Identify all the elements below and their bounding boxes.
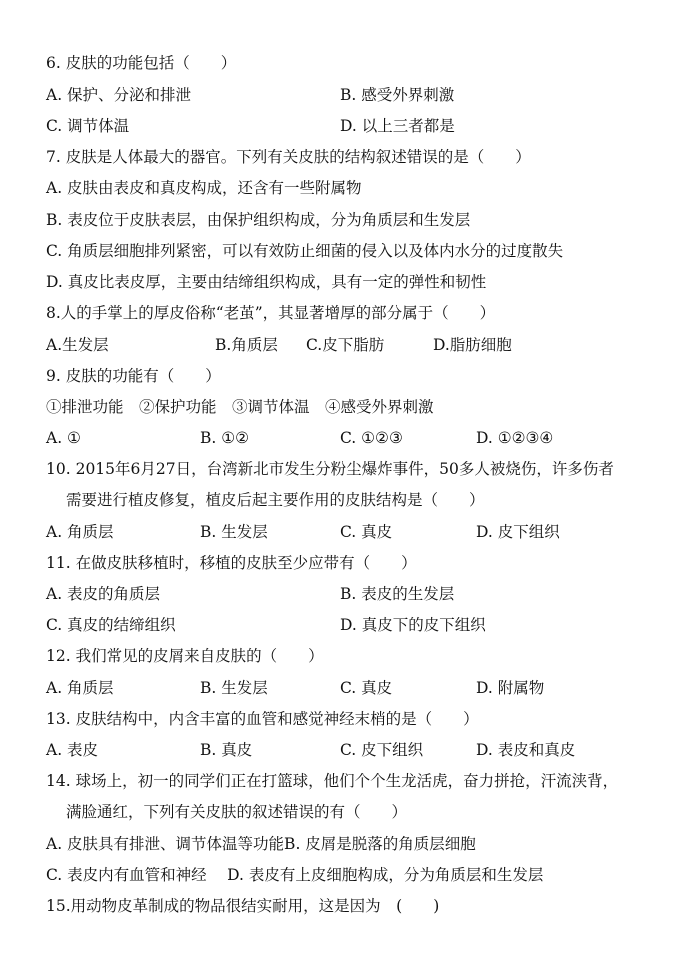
question-8-option-b: B.角质层 (215, 336, 278, 354)
question-15-stem: 15.用动物皮革制成的物品很结实耐用，这是因为 ( ) (46, 897, 440, 915)
question-8-option-d: D.脂肪细胞 (433, 336, 512, 354)
question-8-option-c: C.皮下脂肪 (306, 336, 385, 354)
question-9-statements: ①排泄功能 ②保护功能 ③调节体温 ④感受外界刺激 (46, 398, 434, 416)
question-7-option-b: B. 表皮位于皮肤表层，由保护组织构成，分为角质层和生发层 (46, 211, 471, 229)
question-10-option-b: B. 生发层 (200, 523, 268, 541)
question-7-option-a: A. 皮肤由表皮和真皮构成，还含有一些附属物 (46, 179, 362, 197)
question-7-option-d: D. 真皮比表皮厚，主要由结缔组织构成，具有一定的弹性和韧性 (46, 273, 487, 291)
question-11-option-c: C. 真皮的结缔组织 (46, 616, 176, 634)
question-9-stem: 9. 皮肤的功能有（ ） (46, 367, 221, 385)
question-6-option-d: D. 以上三者都是 (340, 117, 455, 135)
question-12-option-c: C. 真皮 (340, 679, 393, 697)
question-13-option-a: A. 表皮 (46, 741, 99, 759)
question-13-option-d: D. 表皮和真皮 (476, 741, 576, 759)
question-7-option-c: C. 角质层细胞排列紧密，可以有效防止细菌的侵入以及体内水分的过度散失 (46, 242, 564, 260)
question-14-stem: 14. 球场上，初一的同学们正在打篮球，他们个个生龙活虎，奋力拼抢，汗流浃背， (46, 772, 619, 790)
question-14-option-ab: A. 皮肤具有排泄、调节体温等功能B. 皮屑是脱落的角质层细胞 (46, 835, 476, 853)
question-10-stem-continued: 需要进行植皮修复，植皮后起主要作用的皮肤结构是（ ） (66, 491, 485, 509)
question-9-option-b: B. ①② (200, 429, 250, 447)
question-13-stem: 13. 皮肤结构中，内含丰富的血管和感觉神经末梢的是（ ） (46, 710, 479, 728)
question-12-option-a: A. 角质层 (46, 679, 114, 697)
question-6-option-c: C. 调节体温 (46, 117, 130, 135)
question-11-option-b: B. 表皮的生发层 (340, 585, 455, 603)
question-6-stem: 6. 皮肤的功能包括（ ） (46, 54, 237, 72)
question-9-option-c: C. ①②③ (340, 429, 403, 447)
question-14-option-cd: C. 表皮内有血管和神经 D. 表皮有上皮细胞构成，分为角质层和生发层 (46, 866, 544, 884)
question-11-option-a: A. 表皮的角质层 (46, 585, 161, 603)
question-13-option-c: C. 皮下组织 (340, 741, 424, 759)
question-7-stem: 7. 皮肤是人体最大的器官。下列有关皮肤的结构叙述错误的是（ ） (46, 148, 531, 166)
question-6-option-a: A. 保护、分泌和排泄 (46, 86, 192, 104)
question-12-option-d: D. 附属物 (476, 679, 545, 697)
question-8-option-a: A.生发层 (46, 336, 109, 354)
question-13-option-b: B. 真皮 (200, 741, 253, 759)
question-12-stem: 12. 我们常见的皮屑来自皮肤的（ ） (46, 647, 324, 665)
question-14-stem-continued: 满脸通红，下列有关皮肤的叙述错误的有（ ） (66, 803, 408, 821)
question-12-option-b: B. 生发层 (200, 679, 268, 697)
question-10-option-a: A. 角质层 (46, 523, 114, 541)
question-8-stem: 8.人的手掌上的厚皮俗称“老茧”，其显著增厚的部分属于（ ） (46, 304, 496, 322)
question-10-option-c: C. 真皮 (340, 523, 393, 541)
question-6-option-b: B. 感受外界刺激 (340, 86, 455, 104)
question-11-option-d: D. 真皮下的皮下组织 (340, 616, 486, 634)
question-11-stem: 11. 在做皮肤移植时，移植的皮肤至少应带有（ ） (46, 554, 417, 572)
question-10-stem: 10. 2015年6月27日，台湾新北市发生分粉尘爆炸事件，50多人被烧伤，许多伤者 (46, 460, 614, 478)
question-9-option-d: D. ①②③④ (476, 429, 554, 447)
question-10-option-d: D. 皮下组织 (476, 523, 560, 541)
question-9-option-a: A. ① (46, 429, 81, 447)
